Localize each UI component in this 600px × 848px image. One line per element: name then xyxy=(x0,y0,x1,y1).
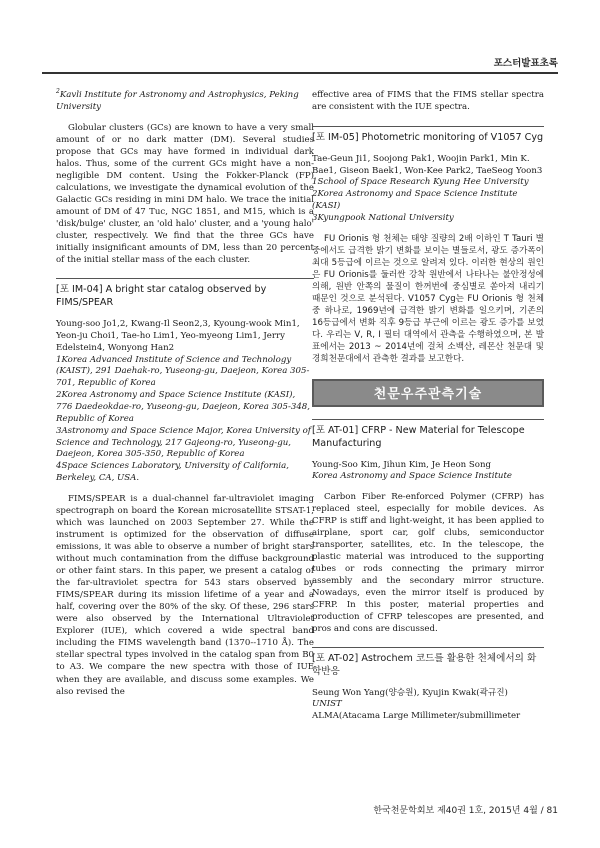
section-header-tag: 포스터발표초록 xyxy=(493,58,558,69)
im04-affil-3: 3Astronomy and Space Science Major, Korea University of Science and Technology, 217 Gajeong-ro, Yuseong-gu, Daejeon, Korea 305-350, Republic of Korea xyxy=(56,425,311,460)
at01-authors: Young-Soo Kim, Jihun Kim, Je Heon Song xyxy=(312,459,492,470)
im05-abstract: FU Orionis 형 천체는 태양 질량의 2배 이하인 T Tauri 별 중에서도 급격한 밝기 변화를 보이는 별들로서, 광도 증가폭이 최대 5등급에 이르는 것으로 알려져 있다. 이러한 현상의 원인은 FU Orionis를 둘러싼 강착 원반에서 나타나는 불안정성에 의해, 원반 안쪽의 물질이 한꺼번에 중심별로 쏟아져 내리기 때문인 것으로 분석된다. V1057 Cyg는 FU Orionis 형 천체 중 하나로, 1969년에 급격한 밝기 변화를 일으키며, 기존의 16등급에서 변화 직후 9등급 부근에 이르는 광도 증가를 보였다. 우리는 V, R, I 필터 대역에서 관측을 수행하였으며, 본 발표에서는 2013 ~ 2014년에 걸쳐 소백산, 레몬산 천문대 및 경희천문대에서 관측한 결과를 보고한다. xyxy=(312,233,544,364)
im05-authors: Tae-Geun Ji1, Soojong Pak1, Woojin Park1, Min K. Bae1, Giseon Baek1, Won-Kee Park2, TaeSeog Yoon3 xyxy=(312,153,543,176)
im04-abstract-continued: effective area of FIMS that the FIMS stellar spectra are consistent with the IUE spectra. xyxy=(312,90,544,112)
left-column xyxy=(56,90,314,698)
im04-abstract: FIMS/SPEAR is a dual-channel far-ultraviolet imaging spectrograph on board the Korean microsatellite STSAT-1, which was launched on 2003 September 27. While the instrument is optimized for the observation of diffuse emissions, it was able to observe a number of bright stars without much contamination from the diffuse background or other faint stars. In this paper, we present a catalog of the far-ultraviolet spectra for 543 stars observed by FIMS/SPEAR during its mission lifetime of a year and a half, covering over the 80% of the sky. Of these, 296 stars were also observed by the International Ultraviolet Explorer (IUE), which covered a wide spectral band including the FIMS wavelength band (1370--1710 Å). The stellar spectral types involved in the catalog span from B0 to A3. We compare the new spectra with those of IUE when they are available, and discuss some examples. We also revised the xyxy=(56,494,314,697)
at02-affil: UNIST xyxy=(312,699,342,710)
continued-affiliation: $^2$Kavli Institute for Astronomy and Astrophysics, Peking University xyxy=(56,88,299,112)
im04-authors: Young-soo Jo1,2, Kwang-Il Seon2,3, Kyoung-wook Min1, Yeon-ju Choi1, Tae-ho Lim1, Yeo-myeong Lim1, Jerry Edelstein4, Wonyong Han2 xyxy=(56,318,300,354)
gc-abstract: Globular clusters (GCs) are known to have a very small amount of or no dark matter (DM). Several studies propose that GCs may have formed in individual dark halos. Thus, some of the current GCs might have a non-negligible DM content. Using the Fokker-Planck (FP) calculations, we investigate the dynamical evolution of the Galactic GCs residing in mini DM halo. We trace the initial amount of DM of 47 Tuc, NGC 1851, and M15, which is a 'disk/bulge' cluster, an 'old halo' cluster, and a 'young halo' cluster, respectively. We find that the three GCs have initially insignificant amounts of DM, less than 20 percent of the initial stellar mass of the each cluster. xyxy=(56,122,314,266)
page-footer: 한국천문학회보 제40권 1호, 2015년 4월 / 81 xyxy=(373,806,558,816)
im05-affil-2: 2Korea Astronomy and Space Science Institute (KASI) xyxy=(312,188,518,211)
im04-affil-4: 4Space Sciences Laboratory, University of California, Berkeley, CA, USA. xyxy=(56,461,290,484)
at02-authors: Seung Won Yang(양승원), Kyujin Kwak(곽규진) xyxy=(312,688,508,699)
header-rule xyxy=(42,72,558,74)
im05-affil-3: 3Kyungpook National University xyxy=(312,212,454,223)
at01-title: [포 AT-01] CFRP - New Material for Telescope Manufacturing xyxy=(312,419,544,451)
im04-affil-1: 1Korea Advanced Institute of Science and Technology (KAIST), 291 Daehak-ro, Yuseong-gu, Daejeon, Korea 305-701, Republic of Korea xyxy=(56,354,310,389)
right-column xyxy=(312,90,544,723)
at02-abstract: ALMA(Atacama Large Millimeter/submillimeter xyxy=(312,711,521,722)
section-banner: 천문우주관측기술 xyxy=(312,379,544,407)
at01-affil: Korea Astronomy and Space Science Institute xyxy=(312,470,513,481)
im05-affil-1: 1School of Space Research Kyung Hee University xyxy=(312,177,529,188)
im05-title: [포 IM-05] Photometric monitoring of V1057 Cyg xyxy=(312,126,544,145)
im04-affil-2: 2Korea Astronomy and Space Science Institute (KASI), 776 Daedeokdae-ro, Yuseong-gu, Daejeon, Korea 305-348, Republic of Korea xyxy=(56,390,311,424)
at02-title: [포 AT-02] Astrochem 코드를 활용한 천체에서의 화학반응 xyxy=(312,647,544,679)
im04-title: [포 IM-04] A bright star catalog observed by FIMS/SPEAR xyxy=(56,278,314,310)
at01-abstract: Carbon Fiber Re-enforced Polymer (CFRP) has replaced steel, especially for mobile devices. As CFRP is stiff and light-weight, it has been applied to airplane, sport car, golf clubs, semiconductor transporter, satellites, etc. In the telescope, the plastic material was introduced to the supporting tubes or rods connecting the primary mirror assembly and the secondary mirror structure. Nowadays, even the mirror itself is produced by CFRP. In this poster, material properties and production of CFRP telescopes are presented, and pros and cons are discussed. xyxy=(312,491,544,635)
